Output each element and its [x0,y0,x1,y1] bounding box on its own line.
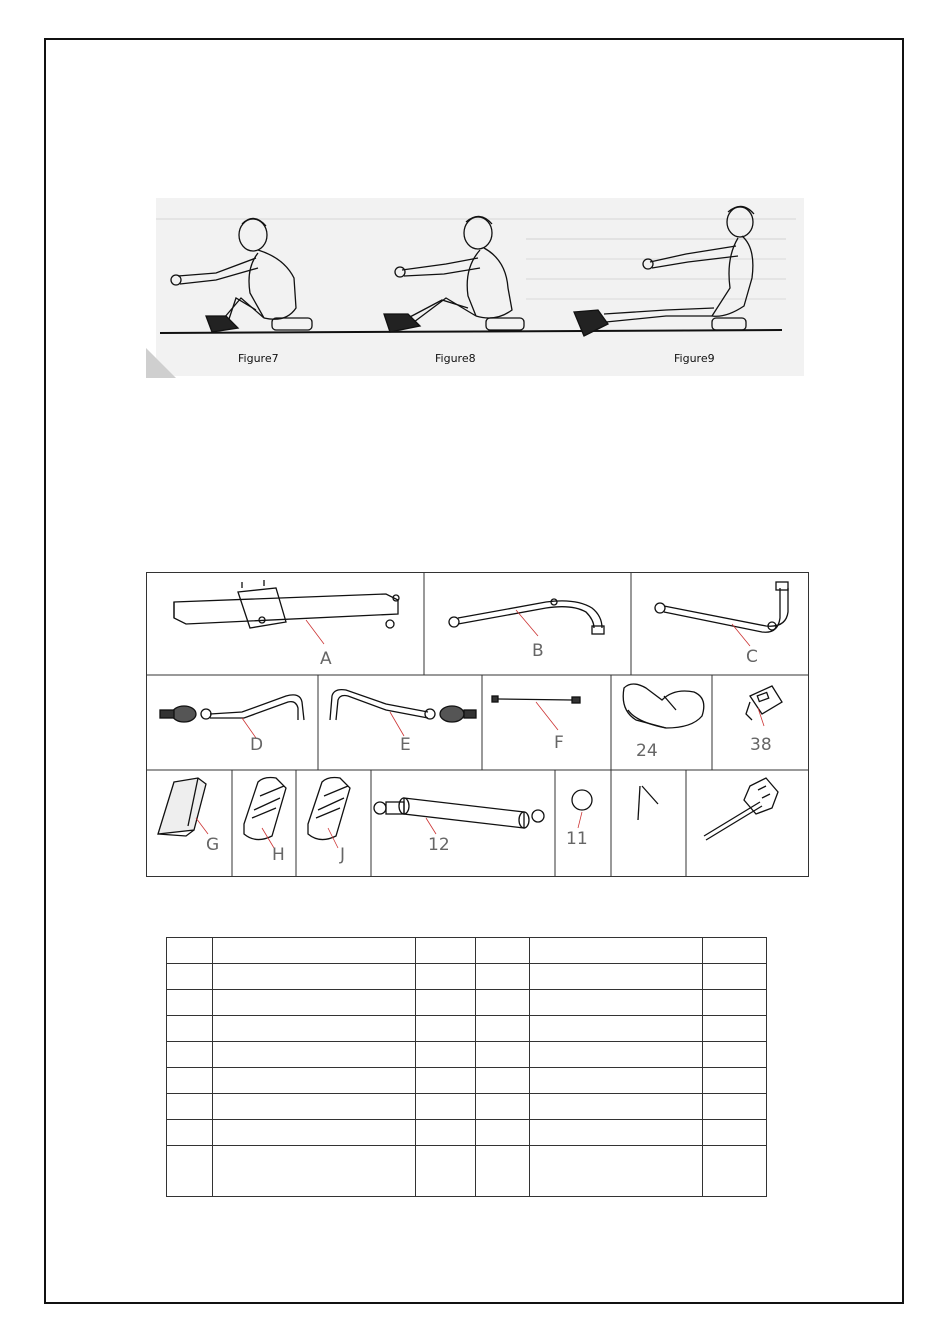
table-cell [476,1120,530,1146]
table-row [167,964,767,990]
table-cell [213,1146,416,1197]
rowing-figures [146,198,806,378]
table-cell [530,1016,703,1042]
table-cell [416,990,476,1016]
table-cell [167,990,213,1016]
table-row [167,1146,767,1197]
part-label-g: G [206,835,220,855]
table-row [167,938,767,964]
table-cell [530,1042,703,1068]
part-label-38: 38 [750,735,772,755]
table-row [167,1068,767,1094]
table-row [167,990,767,1016]
table-cell [416,964,476,990]
part-12-cylinder [374,798,544,828]
figure-7-caption: Figure7 [238,352,279,365]
table-cell [703,990,767,1016]
figure-8-caption: Figure8 [435,352,476,365]
part-label-11: 11 [566,829,588,849]
table-row [167,1120,767,1146]
part-f-rod [492,696,580,703]
table-cell [530,990,703,1016]
part-label-h: H [272,845,285,865]
table-cell [416,1042,476,1068]
part-c-arm [655,582,788,632]
table-cell [213,1094,416,1120]
table-cell [213,990,416,1016]
part-label-a: A [320,649,332,669]
table-cell [476,1068,530,1094]
table-cell [530,1146,703,1197]
table-cell [703,1146,767,1197]
table-cell [703,1068,767,1094]
table-cell [703,1094,767,1120]
table-cell [167,1016,213,1042]
part-label-b: B [532,641,544,661]
table-cell [213,1120,416,1146]
part-label-12: 12 [428,835,450,855]
table-cell [476,1094,530,1120]
table-cell [167,1094,213,1120]
part-label-e: E [400,735,411,755]
part-b-arm [449,599,604,634]
wrench-tool-icon [704,778,778,840]
table-row [167,1094,767,1120]
table-cell [416,1146,476,1197]
table-cell [703,938,767,964]
figure-9-caption: Figure9 [674,352,715,365]
table-cell [703,1120,767,1146]
parts-diagram [146,572,809,877]
parts-list-table [166,937,767,1197]
part-24-seat [623,684,704,728]
table-cell [213,1016,416,1042]
table-cell [530,938,703,964]
table-cell [703,1042,767,1068]
part-a-main-frame [174,580,399,628]
table-cell [703,964,767,990]
table-cell [416,938,476,964]
table-cell [167,1042,213,1068]
table-cell [167,938,213,964]
table-cell [416,1120,476,1146]
table-cell [476,1042,530,1068]
part-h-footrest [244,778,286,840]
part-label-d: D [250,735,264,755]
table-cell [476,990,530,1016]
part-11-knob [572,790,592,810]
table-cell [703,1016,767,1042]
part-label-f: F [554,733,564,753]
table-cell [167,1068,213,1094]
table-cell [167,1120,213,1146]
table-cell [416,1016,476,1042]
table-row [167,1042,767,1068]
part-label-c: C [746,647,758,667]
table-cell [476,1016,530,1042]
table-cell [476,938,530,964]
table-cell [530,1094,703,1120]
part-g-stand [158,778,206,836]
part-d-cylinder-arm [160,695,304,722]
allen-key-icon [638,786,658,820]
table-cell [167,1146,213,1197]
part-e-cylinder-arm [330,690,476,722]
table-cell [213,964,416,990]
table-cell [213,938,416,964]
table-row [167,1016,767,1042]
part-38-monitor [746,686,782,720]
table-cell [416,1068,476,1094]
table-cell [530,1120,703,1146]
table-cell [167,964,213,990]
table-cell [213,1042,416,1068]
table-cell [530,1068,703,1094]
table-cell [213,1068,416,1094]
table-cell [530,964,703,990]
table-cell [476,964,530,990]
part-label-24: 24 [636,741,658,761]
part-label-j: J [340,845,346,865]
table-cell [476,1146,530,1197]
table-cell [416,1094,476,1120]
